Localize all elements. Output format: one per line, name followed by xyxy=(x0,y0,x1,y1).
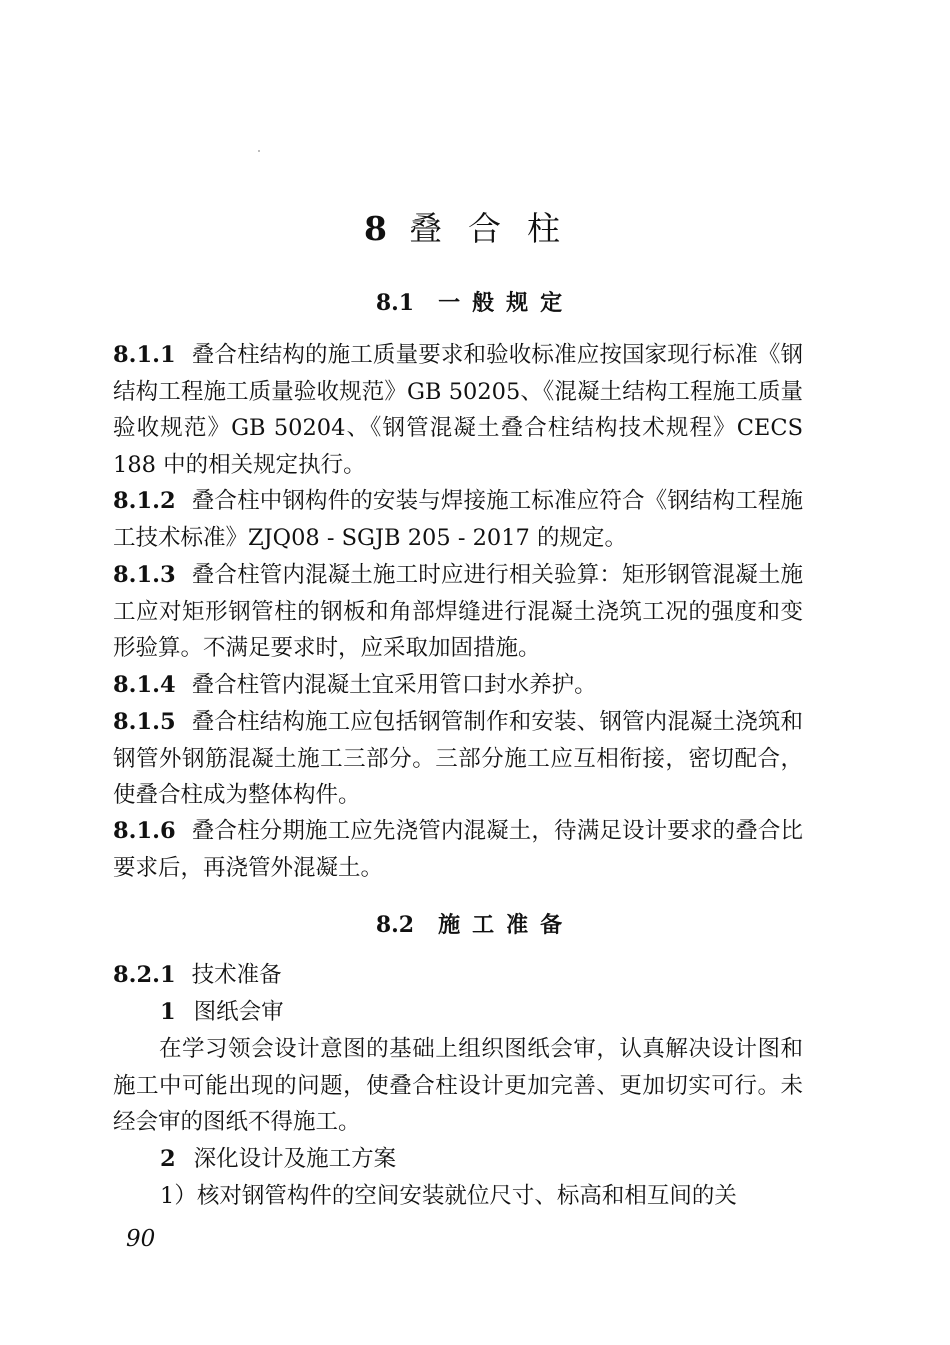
clause-8-1-1 xyxy=(113,337,803,483)
section-name: 施工准备 xyxy=(438,912,575,938)
item-number: 2 xyxy=(160,1146,176,1172)
clause-text: 叠合柱管内混凝土宜采用管口封水养护。 xyxy=(191,672,597,698)
section-heading-8-2 xyxy=(0,908,950,939)
clause-text: 技术准备 xyxy=(191,962,282,988)
item-1-body xyxy=(113,1031,803,1141)
clause-number: 8.1.5 xyxy=(113,709,176,735)
clause-number: 8.1.4 xyxy=(113,672,176,698)
section-number: 8.1 xyxy=(375,290,415,316)
clause-8-1-2 xyxy=(113,483,803,556)
chapter-name: 叠合柱 xyxy=(408,209,586,248)
clause-number: 8.1.6 xyxy=(113,818,176,844)
clause-number: 8.2.1 xyxy=(113,962,176,988)
item-body-text: 在学习领会设计意图的基础上组织图纸会审，认真解决设计图和施工中可能出现的问题，使叠合柱设计更加完善、更加切实可行。未经会审的图纸不得施工。 xyxy=(113,1036,803,1135)
subitem-text: 1）核对钢管构件的空间安装就位尺寸、标高和相互间的关 xyxy=(160,1183,737,1209)
clause-8-1-4 xyxy=(113,667,803,704)
clause-8-1-6 xyxy=(113,813,803,886)
clause-number: 8.1.1 xyxy=(113,342,176,368)
item-label: 图纸会审 xyxy=(193,999,284,1025)
clause-number: 8.1.3 xyxy=(113,562,176,588)
clause-text: 叠合柱中钢构件的安装与焊接施工标准应符合《钢结构工程施工技术标准》ZJQ08 - SGJB 205 - 2017 的规定。 xyxy=(113,488,803,551)
scan-speck xyxy=(258,150,260,152)
section-number: 8.2 xyxy=(375,912,415,938)
clause-text: 叠合柱结构施工应包括钢管制作和安装、钢管内混凝土浇筑和钢管外钢筋混凝土施工三部分。三部分施工应互相衔接，密切配合，使叠合柱成为整体构件。 xyxy=(113,709,803,808)
clause-8-1-5 xyxy=(113,704,803,814)
clause-text: 叠合柱分期施工应先浇管内混凝土，待满足设计要求的叠合比要求后，再浇管外混凝土。 xyxy=(113,818,803,881)
clause-text: 叠合柱管内混凝土施工时应进行相关验算：矩形钢管混凝土施工应对矩形钢管柱的钢板和角部焊缝进行混凝土浇筑工况的强度和变形验算。不满足要求时，应采取加固措施。 xyxy=(113,562,803,661)
item-1-heading xyxy=(160,994,284,1031)
chapter-title xyxy=(0,203,950,250)
chapter-number: 8 xyxy=(364,209,389,248)
page-number: 90 xyxy=(126,1226,156,1252)
subitem-1 xyxy=(160,1178,737,1215)
clause-8-1-3 xyxy=(113,557,803,667)
section-heading-8-1 xyxy=(0,286,950,317)
clause-text: 叠合柱结构的施工质量要求和验收标准应按国家现行标准《钢结构工程施工质量验收规范》GB 50205、《混凝土结构工程施工质量验收规范》GB 50204、《钢管混凝土叠合柱结构技术规程》CECS 188 中的相关规定执行。 xyxy=(113,342,803,478)
item-label: 深化设计及施工方案 xyxy=(193,1146,397,1172)
item-number: 1 xyxy=(160,999,176,1025)
clause-number: 8.1.2 xyxy=(113,488,176,514)
section-name: 一般规定 xyxy=(438,290,575,316)
clause-8-2-1 xyxy=(113,957,803,994)
item-2-heading xyxy=(160,1141,396,1178)
